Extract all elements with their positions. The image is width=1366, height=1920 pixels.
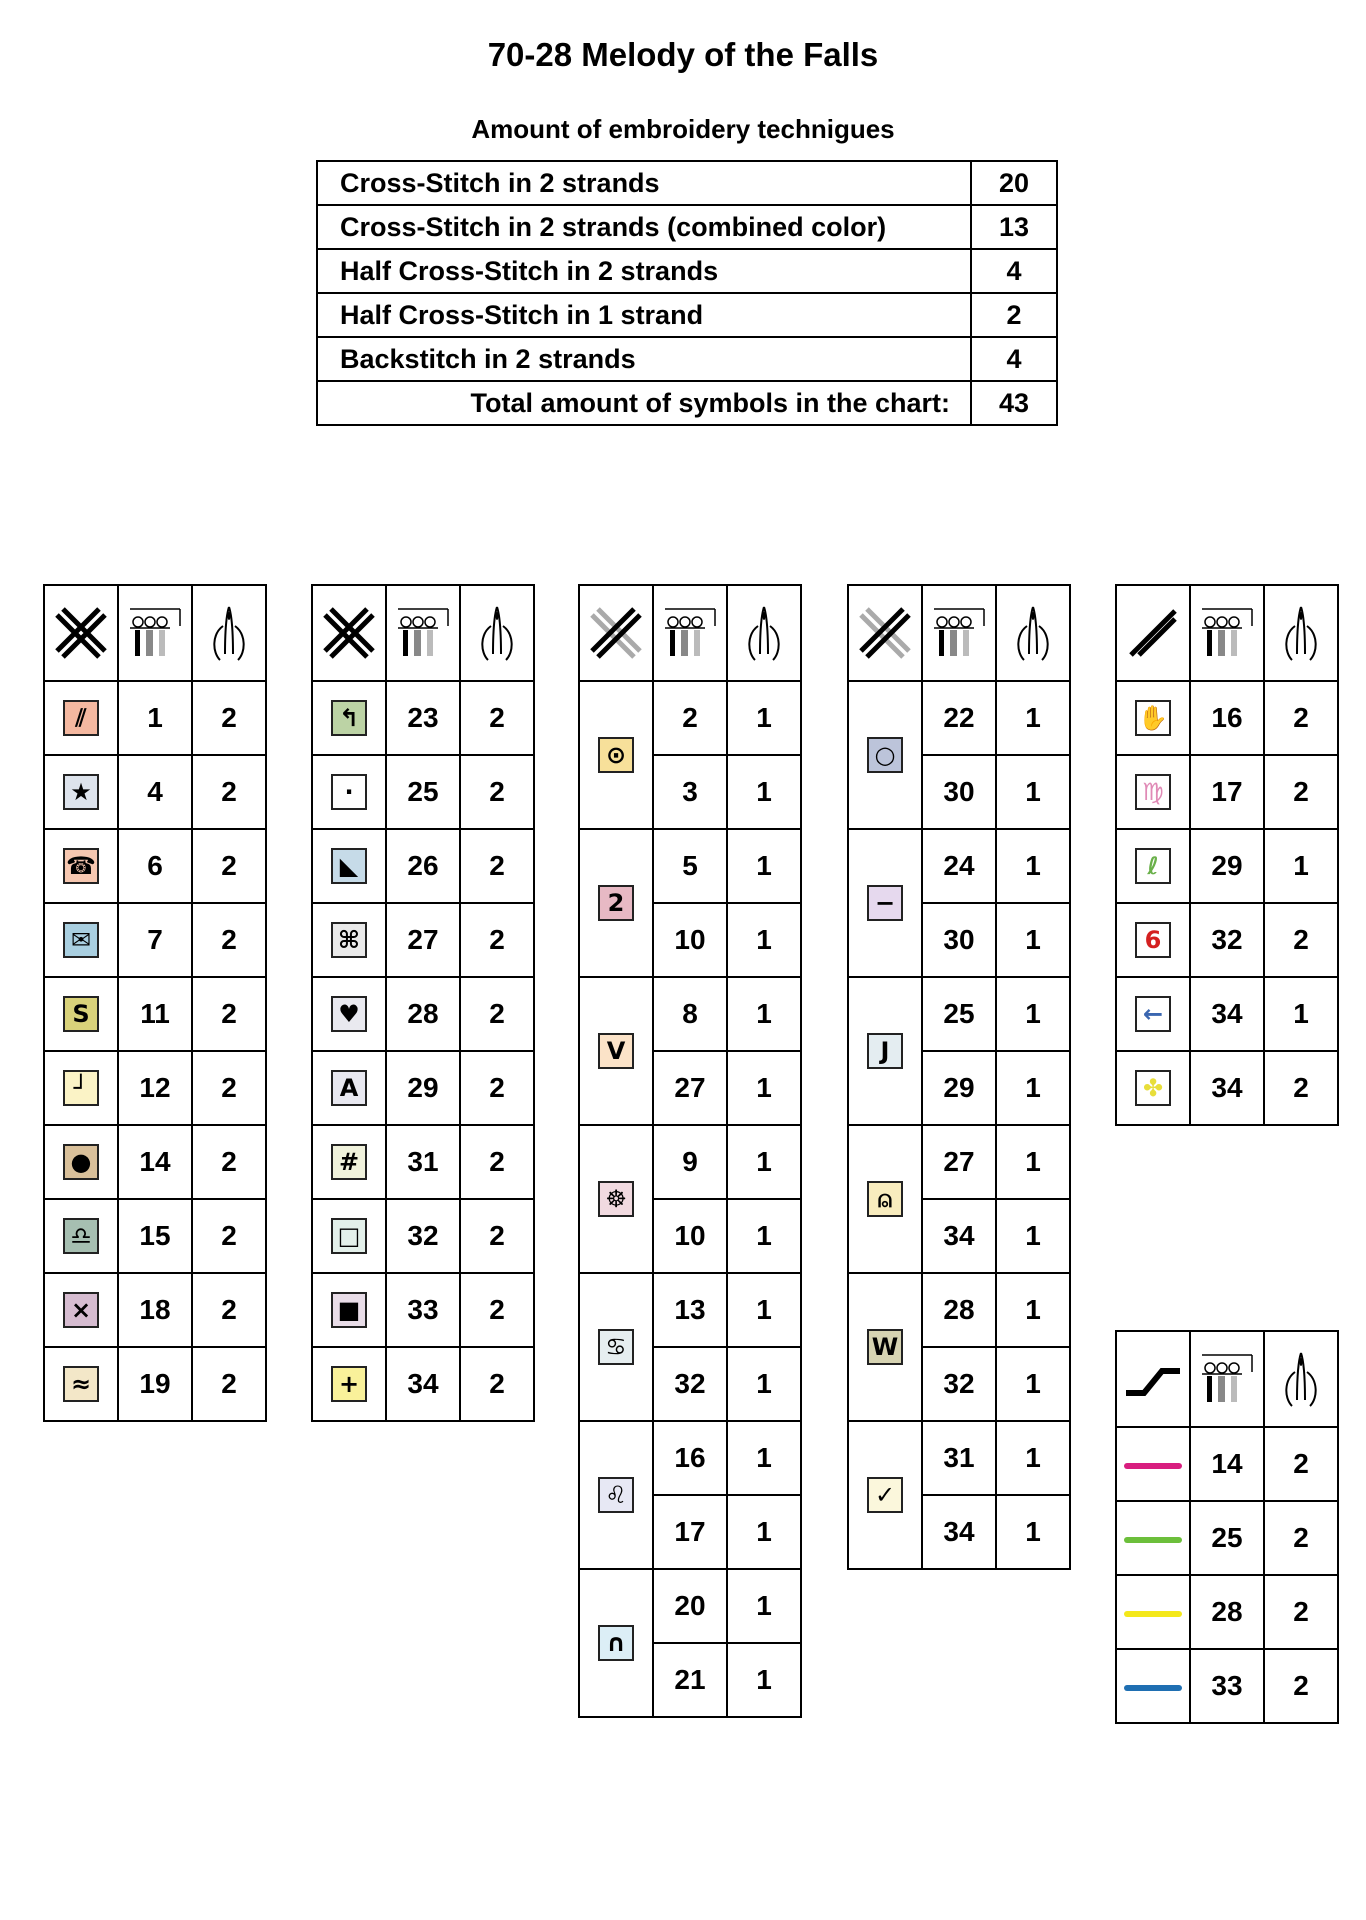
key-row	[848, 829, 1070, 903]
needle-strands-icon	[996, 585, 1070, 681]
color-number: 25	[1190, 1501, 1264, 1575]
key-row	[1116, 903, 1338, 977]
color-number: 4	[118, 755, 192, 829]
color-number: 28	[386, 977, 460, 1051]
key-row	[44, 1051, 266, 1125]
summary-row	[317, 337, 1057, 381]
color-number: 15	[118, 1199, 192, 1273]
key-row	[1116, 1501, 1338, 1575]
strand-count: 1	[996, 903, 1070, 977]
star-icon: ★	[63, 774, 99, 810]
color-number: 5	[653, 829, 727, 903]
strand-count: 1	[1264, 829, 1338, 903]
color-number: 29	[922, 1051, 996, 1125]
key-row	[848, 681, 1070, 755]
strand-count: 1	[996, 1125, 1070, 1199]
symbol-cell	[848, 1421, 922, 1569]
symbol-cell	[312, 977, 386, 1051]
color-number: 20	[653, 1569, 727, 1643]
check-icon: ✓	[867, 1477, 903, 1513]
strand-count: 2	[460, 903, 534, 977]
hand-icon: ✋	[1135, 700, 1171, 736]
page-title: 70-28 Melody of the Falls	[487, 36, 879, 73]
color-number: 34	[922, 1495, 996, 1569]
strand-count: 1	[996, 1051, 1070, 1125]
key-header-row	[1116, 1331, 1338, 1427]
strand-count: 2	[460, 681, 534, 755]
symbol-cell	[1116, 755, 1190, 829]
color-number: 2	[653, 681, 727, 755]
needle-strands-icon	[1264, 1331, 1338, 1427]
color-number: 7	[118, 903, 192, 977]
letter-a-icon: A	[331, 1070, 367, 1106]
strand-count: 2	[192, 681, 266, 755]
color-number: 28	[1190, 1575, 1264, 1649]
half-cross-stitch-icon	[848, 585, 922, 681]
key-row	[44, 755, 266, 829]
symbol-cell	[312, 755, 386, 829]
arch-icon: ∩	[598, 1625, 634, 1661]
libra-icon: ♎	[63, 1218, 99, 1254]
waves-icon: ≈	[63, 1366, 99, 1402]
circle-dot-icon: ⊙	[598, 737, 634, 773]
triangle-icon: ◣	[331, 848, 367, 884]
filled-square-icon: ■	[331, 1292, 367, 1328]
cancer-icon: ♋	[598, 1329, 634, 1365]
key-row	[579, 681, 801, 755]
key-header-row	[848, 585, 1070, 681]
envelope-icon: ✉	[63, 922, 99, 958]
number-2-icon: 2	[598, 885, 634, 921]
color-number: 24	[922, 829, 996, 903]
cross-mark-icon: ×	[63, 1292, 99, 1328]
strand-count: 1	[727, 1421, 801, 1495]
drop-icon: ●	[63, 1144, 99, 1180]
key-row	[579, 1125, 801, 1199]
symbol-cell	[1116, 977, 1190, 1051]
color-number: 31	[922, 1421, 996, 1495]
key-row	[312, 1051, 534, 1125]
color-number: 28	[922, 1273, 996, 1347]
scroll-icon: ℓ	[1135, 848, 1171, 884]
strand-count: 2	[192, 1347, 266, 1421]
color-number: 17	[653, 1495, 727, 1569]
strand-count: 2	[460, 977, 534, 1051]
key-row	[44, 903, 266, 977]
cross-stitch-icon	[312, 585, 386, 681]
key-row	[579, 1569, 801, 1643]
strand-count: 1	[727, 1125, 801, 1199]
strand-count: 1	[996, 1421, 1070, 1495]
key-row	[44, 1125, 266, 1199]
key-row	[1116, 1575, 1338, 1649]
needle-strands-icon	[192, 585, 266, 681]
key-row	[44, 681, 266, 755]
color-number: 16	[1190, 681, 1264, 755]
strand-count: 1	[727, 1347, 801, 1421]
thread-color-icon	[1190, 585, 1264, 681]
strand-count: 2	[460, 1347, 534, 1421]
technique-count: 4	[971, 249, 1057, 293]
technique-count: 4	[971, 337, 1057, 381]
strand-count: 2	[460, 1125, 534, 1199]
symbol-cell	[312, 681, 386, 755]
symbol-cell	[579, 1125, 653, 1273]
backstitch-line-swatch	[1116, 1427, 1190, 1501]
symbol-cell	[44, 903, 118, 977]
color-number: 22	[922, 681, 996, 755]
color-number: 27	[653, 1051, 727, 1125]
symbol-cell	[312, 1273, 386, 1347]
key-row	[1116, 681, 1338, 755]
color-number: 1	[118, 681, 192, 755]
key-header-row	[44, 585, 266, 681]
color-number: 27	[922, 1125, 996, 1199]
strand-count: 1	[1264, 977, 1338, 1051]
half-cross-stitch-key-table-2	[847, 584, 1071, 1570]
key-row	[312, 1125, 534, 1199]
key-row	[44, 1347, 266, 1421]
strand-count: 2	[1264, 1575, 1338, 1649]
strand-count: 1	[996, 1273, 1070, 1347]
color-line-icon	[1124, 1463, 1182, 1469]
bell-icon: ⍝	[867, 1181, 903, 1217]
half-cross-stitch-1-strand-icon	[1116, 585, 1190, 681]
symbol-cell	[312, 1051, 386, 1125]
key-row	[579, 977, 801, 1051]
color-number: 6	[118, 829, 192, 903]
key-row	[1116, 829, 1338, 903]
color-number: 3	[653, 755, 727, 829]
strand-count: 2	[1264, 903, 1338, 977]
symbol-cell	[312, 829, 386, 903]
symbol-cell	[312, 903, 386, 977]
thread-color-icon	[922, 585, 996, 681]
key-row	[312, 1347, 534, 1421]
symbol-cell	[44, 1199, 118, 1273]
technique-count: 13	[971, 205, 1057, 249]
symbol-cell	[1116, 903, 1190, 977]
symbol-cell	[848, 681, 922, 829]
key-row	[44, 1273, 266, 1347]
plus-icon: +	[331, 1366, 367, 1402]
strand-count: 2	[1264, 755, 1338, 829]
symbol-cell	[848, 829, 922, 977]
strand-count: 2	[460, 755, 534, 829]
color-number: 14	[1190, 1427, 1264, 1501]
strand-count: 2	[192, 1199, 266, 1273]
color-number: 12	[118, 1051, 192, 1125]
technique-label: Cross-Stitch in 2 strands	[317, 161, 971, 205]
letter-j-icon: J	[867, 1033, 903, 1069]
strand-count: 2	[1264, 1649, 1338, 1723]
symbol-cell	[848, 1273, 922, 1421]
symbol-cell	[44, 829, 118, 903]
key-row	[1116, 1427, 1338, 1501]
square-outline-icon: □	[331, 1218, 367, 1254]
color-number: 19	[118, 1347, 192, 1421]
total-count: 43	[971, 381, 1057, 425]
color-number: 34	[922, 1199, 996, 1273]
key-row	[1116, 1051, 1338, 1125]
needle-strands-icon	[460, 585, 534, 681]
summary-row	[317, 293, 1057, 337]
letter-w-icon: W	[867, 1329, 903, 1365]
strand-count: 1	[727, 1569, 801, 1643]
technique-label: Half Cross-Stitch in 1 strand	[317, 293, 971, 337]
key-row	[1116, 1649, 1338, 1723]
thread-color-icon	[118, 585, 192, 681]
symbol-cell	[312, 1347, 386, 1421]
symbol-cell	[579, 681, 653, 829]
key-row	[312, 755, 534, 829]
cross-stitch-key-table-1	[43, 584, 267, 1422]
key-header-row	[579, 585, 801, 681]
circle-icon: ○	[867, 737, 903, 773]
color-number: 25	[386, 755, 460, 829]
strand-count: 1	[996, 1495, 1070, 1569]
color-number: 32	[386, 1199, 460, 1273]
strand-count: 1	[727, 1643, 801, 1717]
leo-icon: ♌	[598, 1477, 634, 1513]
left-arrow-icon: ←	[1135, 996, 1171, 1032]
color-number: 32	[922, 1347, 996, 1421]
color-line-icon	[1124, 1685, 1182, 1691]
command-icon: ⌘	[331, 922, 367, 958]
backstitch-line-swatch	[1116, 1501, 1190, 1575]
key-row	[848, 1421, 1070, 1495]
color-number: 29	[386, 1051, 460, 1125]
color-line-icon	[1124, 1611, 1182, 1617]
symbol-cell	[44, 1125, 118, 1199]
diagonal-stripes-icon: ⫽	[63, 700, 99, 736]
color-number: 8	[653, 977, 727, 1051]
strand-count: 2	[1264, 681, 1338, 755]
strand-count: 1	[727, 1051, 801, 1125]
strand-count: 1	[996, 681, 1070, 755]
backstitch-line-swatch	[1116, 1575, 1190, 1649]
key-row	[312, 903, 534, 977]
symbol-cell	[44, 977, 118, 1051]
key-header-row	[1116, 585, 1338, 681]
needle-strands-icon	[1264, 585, 1338, 681]
strand-count: 2	[192, 1051, 266, 1125]
symbol-cell	[44, 681, 118, 755]
heart-icon: ♥	[331, 996, 367, 1032]
wheel-icon: ☸	[598, 1181, 634, 1217]
key-row	[848, 977, 1070, 1051]
color-number: 17	[1190, 755, 1264, 829]
color-number: 30	[922, 903, 996, 977]
color-number: 11	[118, 977, 192, 1051]
color-number: 23	[386, 681, 460, 755]
strand-count: 1	[996, 755, 1070, 829]
strand-count: 2	[460, 1051, 534, 1125]
strand-count: 1	[727, 755, 801, 829]
strand-count: 1	[727, 681, 801, 755]
key-row	[312, 1273, 534, 1347]
color-number: 10	[653, 1199, 727, 1273]
telephone-icon: ☎	[63, 848, 99, 884]
technique-label: Backstitch in 2 strands	[317, 337, 971, 381]
color-number: 21	[653, 1643, 727, 1717]
strand-count: 1	[727, 977, 801, 1051]
cross-stitch-key-table-2	[311, 584, 535, 1422]
color-number: 16	[653, 1421, 727, 1495]
dot-icon: ·	[331, 774, 367, 810]
symbol-cell	[312, 1199, 386, 1273]
strand-count: 1	[727, 1273, 801, 1347]
color-number: 27	[386, 903, 460, 977]
color-number: 34	[1190, 1051, 1264, 1125]
strand-count: 2	[460, 1199, 534, 1273]
key-row	[848, 1273, 1070, 1347]
strand-count: 1	[996, 977, 1070, 1051]
strand-count: 2	[460, 1273, 534, 1347]
strand-count: 1	[727, 903, 801, 977]
symbol-cell	[848, 1125, 922, 1273]
strand-count: 2	[1264, 1427, 1338, 1501]
color-number: 31	[386, 1125, 460, 1199]
technique-count: 20	[971, 161, 1057, 205]
technique-count: 2	[971, 293, 1057, 337]
letter-s-icon: S	[63, 996, 99, 1032]
summary-row	[317, 205, 1057, 249]
strand-count: 2	[460, 829, 534, 903]
backstitch-line-swatch	[1116, 1649, 1190, 1723]
color-number: 32	[653, 1347, 727, 1421]
strand-count: 2	[1264, 1501, 1338, 1575]
half-cross-stitch-icon	[579, 585, 653, 681]
strand-count: 1	[727, 829, 801, 903]
color-number: 34	[1190, 977, 1264, 1051]
symbol-cell	[44, 1273, 118, 1347]
strand-count: 2	[192, 977, 266, 1051]
summary-row	[317, 249, 1057, 293]
key-row	[579, 1273, 801, 1347]
key-row	[848, 1125, 1070, 1199]
strand-count: 2	[1264, 1051, 1338, 1125]
color-number: 30	[922, 755, 996, 829]
strand-count: 2	[192, 903, 266, 977]
color-number: 25	[922, 977, 996, 1051]
thread-color-icon	[1190, 1331, 1264, 1427]
flower-icon: ✤	[1135, 1070, 1171, 1106]
color-number: 14	[118, 1125, 192, 1199]
symbol-cell	[44, 1347, 118, 1421]
color-number: 18	[118, 1273, 192, 1347]
key-row	[312, 977, 534, 1051]
symbol-cell	[579, 1569, 653, 1717]
color-number: 32	[1190, 903, 1264, 977]
hash-icon: #	[331, 1144, 367, 1180]
symbol-cell	[44, 1051, 118, 1125]
symbol-cell	[1116, 829, 1190, 903]
color-number: 33	[386, 1273, 460, 1347]
minus-icon: −	[867, 885, 903, 921]
virgo-icon: ♍	[1135, 774, 1171, 810]
strand-count: 1	[996, 1347, 1070, 1421]
half-cross-stitch-key-table-1	[578, 584, 802, 1718]
number-6-icon: 6	[1135, 922, 1171, 958]
color-number: 26	[386, 829, 460, 903]
half-cross-stitch-1-strand-key-table	[1115, 584, 1339, 1126]
technique-label: Cross-Stitch in 2 strands (combined color)	[317, 205, 971, 249]
needle-strands-icon	[727, 585, 801, 681]
symbol-cell	[848, 977, 922, 1125]
strand-count: 2	[192, 1273, 266, 1347]
symbol-cell	[44, 755, 118, 829]
cross-stitch-icon	[44, 585, 118, 681]
summary-total-row	[317, 381, 1057, 425]
key-row	[312, 681, 534, 755]
color-number: 34	[386, 1347, 460, 1421]
strand-count: 1	[996, 1199, 1070, 1273]
symbol-cell	[1116, 1051, 1190, 1125]
key-row	[312, 829, 534, 903]
key-header-row	[312, 585, 534, 681]
strand-count: 1	[727, 1495, 801, 1569]
color-line-icon	[1124, 1537, 1182, 1543]
color-number: 29	[1190, 829, 1264, 903]
backstitch-icon	[1116, 1331, 1190, 1427]
key-row	[44, 977, 266, 1051]
page-subtitle: Amount of embroidery technigues	[471, 114, 895, 144]
symbol-cell	[579, 977, 653, 1125]
key-row	[579, 829, 801, 903]
corner-icon: ┘	[63, 1070, 99, 1106]
symbol-cell	[579, 829, 653, 977]
key-row	[44, 829, 266, 903]
symbol-cell	[312, 1125, 386, 1199]
strand-count: 2	[192, 829, 266, 903]
thread-color-icon	[653, 585, 727, 681]
key-row	[579, 1421, 801, 1495]
strand-count: 1	[996, 829, 1070, 903]
arrow-corner-icon: ↰	[331, 700, 367, 736]
symbol-cell	[579, 1273, 653, 1421]
key-row	[44, 1199, 266, 1273]
total-label: Total amount of symbols in the chart:	[317, 381, 971, 425]
thread-color-icon	[386, 585, 460, 681]
strand-count: 1	[727, 1199, 801, 1273]
techniques-summary-table	[316, 160, 1058, 426]
symbol-cell	[579, 1421, 653, 1569]
strand-count: 2	[192, 755, 266, 829]
key-row	[1116, 977, 1338, 1051]
key-row	[1116, 755, 1338, 829]
summary-row	[317, 161, 1057, 205]
letter-v-icon: V	[598, 1033, 634, 1069]
symbol-cell	[1116, 681, 1190, 755]
strand-count: 2	[192, 1125, 266, 1199]
color-number: 13	[653, 1273, 727, 1347]
color-number: 9	[653, 1125, 727, 1199]
color-number: 33	[1190, 1649, 1264, 1723]
technique-label: Half Cross-Stitch in 2 strands	[317, 249, 971, 293]
key-row	[312, 1199, 534, 1273]
backstitch-key-table	[1115, 1330, 1339, 1724]
color-number: 10	[653, 903, 727, 977]
